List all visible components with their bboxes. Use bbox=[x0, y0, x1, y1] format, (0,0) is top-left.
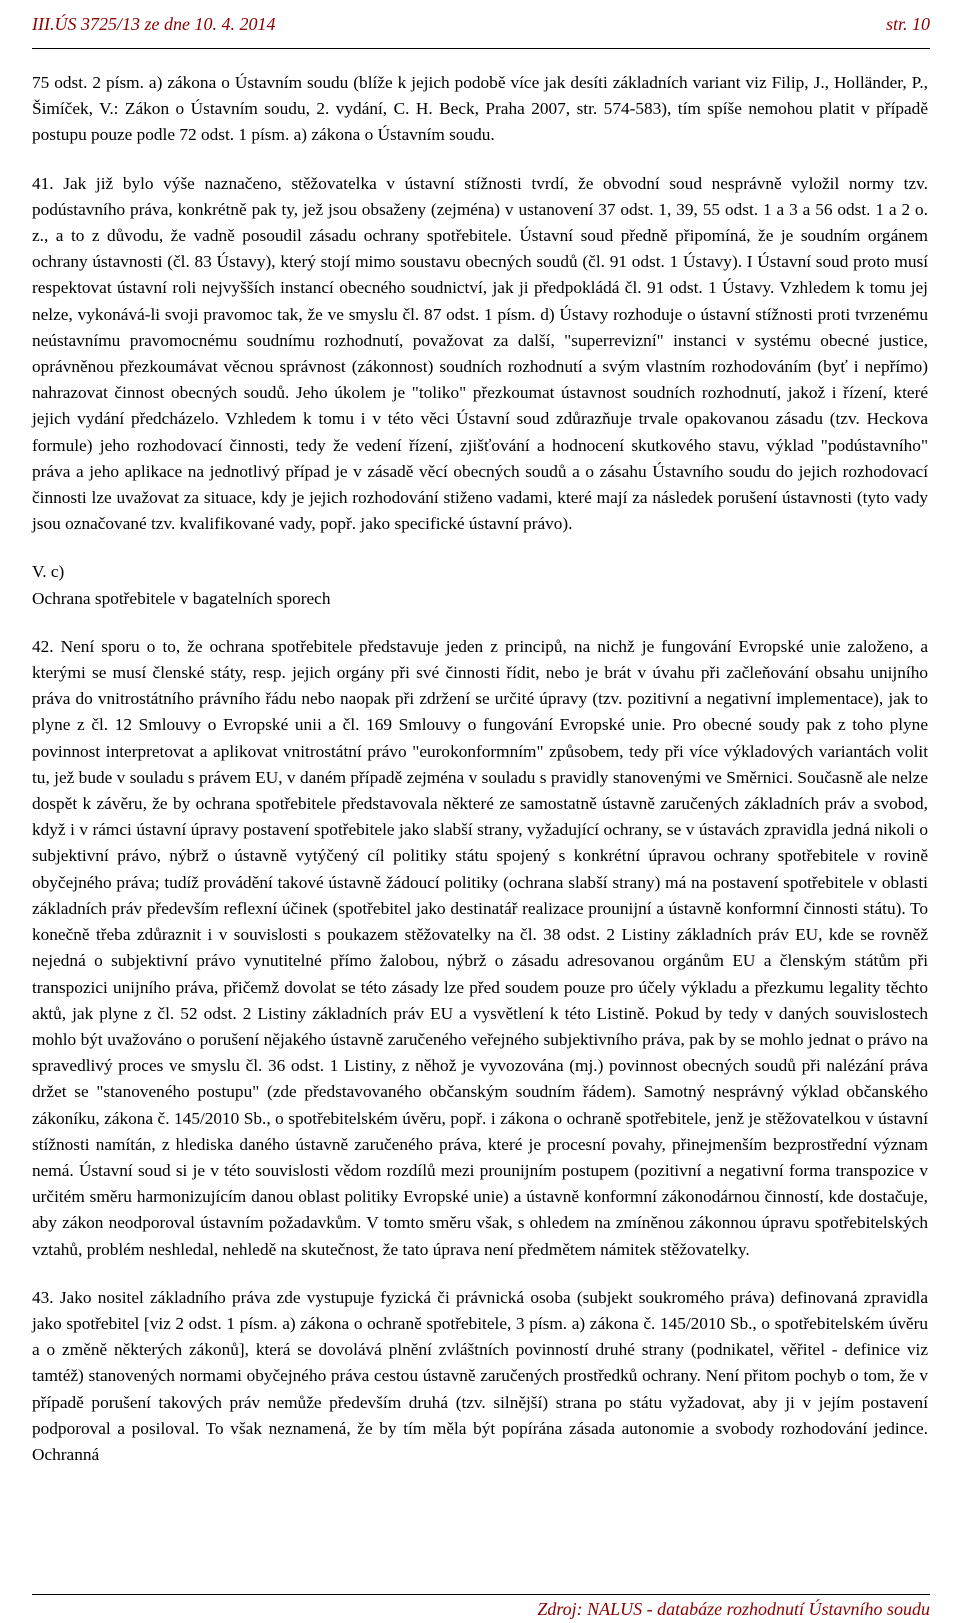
section-title: Ochrana spotřebitele v bagatelních sporech bbox=[32, 588, 331, 608]
case-reference: III.ÚS 3725/13 ze dne 10. 4. 2014 bbox=[32, 14, 276, 34]
document-body bbox=[32, 70, 928, 1468]
source-note: Zdroj: NALUS - databáze rozhodnutí Ústavního soudu bbox=[537, 1599, 930, 1619]
section-number: V. c) bbox=[32, 562, 65, 582]
paragraph-continuation: 75 odst. 2 písm. a) zákona o Ústavním soudu (blíže k jejich podobě více jak desíti základních variant viz Filip, J., Holländer, P., Šimíček, V.: Zákon o Ústavním soudu, 2. vydání, C. H. Beck, Praha 2007, str. 574-583), tím spíše nemohou platit v případě postupu pouze podle 72 odst. 1 písm. a) zákona o Ústavním soudu. bbox=[32, 73, 928, 145]
paragraph-43: 43. Jako nositel základního práva zde vystupuje fyzická či právnická osoba (subjekt soukromého práva) definovaná zpravidla jako spotřebitel [viz 2 odst. 1 písm. a) zákona o ochraně spotřebitele, 3 písm. a) zákona č. 145/2010 Sb., o spotřebitelském úvěru a o změně některých zákonů], která se dovolává plnění zvláštních povinností druhé strany (podnikatel, věřitel - definice viz tamtéž) stanovených normami obyčejného práva cestou ústavně zaručených prostředků ochrany. Není přitom pochyb o tom, že v případě porušení takových práv nemůže především druhá (tzv. silnější) strana po státu vyžadovat, aby ji v jejím postavení podporoval a posiloval. To však neznamená, že by tím měla být popírána zásada autonomie a svobody rozhodování jedince. Ochranná bbox=[32, 1287, 928, 1464]
paragraph-42: 42. Není sporu o to, že ochrana spotřebitele představuje jeden z principů, na nichž je fungování Evropské unie založeno, a kterými se musí členské státy, resp. jejich orgány při své činnosti řídit, nebo je brát v úvahu při začleňování obsahu unijního práva do vnitrostátního právního řádu nebo naopak při zdržení se určité úpravy (tzv. pozitivní a negativní implementace), jak to plyne z čl. 12 Smlouvy o Evropské unii a čl. 169 Smlouvy o fungování Evropské unie. Pro obecné soudy pak z toho plyne povinnost interpretovat a aplikovat vnitrostátní právo "eurokonformním" způsobem, tedy při více výkladových variantách volit tu, jež bude v souladu s právem EU, v daném případě zejména v souladu s pravidly stanovenými ve Směrnici. Současně ale nelze dospět k závěru, že by ochrana spotřebitele představovala některé ze samostatně ústavně zaručených základních práv a svobod, když i v rámci ústavní úpravy postavení spotřebitele jako slabší strany, vyžadující ochrany, se v ústavách zpravidla jedná nikoli o subjektivní právo, nýbrž o ústavně vytýčený cíl politiky státu spojený s konkrétní úpravou ochrany spotřebitele v rovině obyčejného práva; tudíž provádění takové ústavně žádoucí politiky (ochrana slabší strany) má na postavení spotřebitele v oblasti základních práv především reflexní účinek (spotřebitel jako destinatář realizace prounijní a ústavně konformní činnosti státu). To konečně třeba zdůraznit i v souvislosti s poukazem stěžovatelky na čl. 38 odst. 2 Listiny základních práv EU, kde se rovněž nejedná o subjektivní právo vynutitelné přímo žalobou, nýbrž o zásadu adresovanou orgánům EU a členským státům při transpozici unijního práva, přičemž dovolat se této zásady lze před soudem pouze pro účely výkladu a přezkumu legality těchto aktů, jak plyne z čl. 52 odst. 2 Listiny základních práv EU a vysvětlení k této Listině. Pokud by tedy v daných souvislostech mohlo být uvažováno o porušení nějakého ústavně zaručeného veřejného subjektivního práva, pak by se mohlo jednat o právo na spravedlivý proces ve smyslu čl. 36 odst. 1 Listiny, z něhož je vyvozována (mj.) povinnost obecných soudů při nalézání práva držet se "stanoveného postupu" (zde představovaného občanským soudním řádem). Samotný nesprávný výklad občanského zákoníku, zákona č. 145/2010 Sb., o spotřebitelském úvěru, popř. i zákona o ochraně spotřebitele, jenž je stěžovatelkou v ústavní stížnosti namítán, z hlediska daného ústavně zaručeného práva, které je procesní povahy, přinejmenším bezprostřední význam nemá. Ústavní soud si je v této souvislosti vědom rozdílů mezi prounijním postupem (pozitivní a negativní forma transpozice v určitém směru harmonizujícím danou oblast politiky Evropské unie) a ústavně konformní zákonodárnou činností, kde dostačuje, aby zákon neodporoval ústavním požadavkům. V tomto směru však, s ohledem na zmíněnou zákonnou úpravu spotřebitelských vztahů, problém neshledal, nehledě na skutečnost, že tato úprava není předmětem námitek stěžovatelky. bbox=[32, 636, 928, 1259]
paragraph-41: 41. Jak již bylo výše naznačeno, stěžovatelka v ústavní stížnosti tvrdí, že obvodní soud nesprávně vyložil normy tzv. podústavního práva, konkrétně pak ty, jež jsou obsaženy (zejména) v ustanovení 37 odst. 1, 39, 55 odst. 1 a 3 a 56 odst. 1 a 2 o. z., a to z důvodu, že vadně posoudil zásadu ochrany spotřebitele. Ústavní soud předně připomíná, že je soudním orgánem ochrany ústavnosti (čl. 83 Ústavy), který stojí mimo soustavu obecných soudů (čl. 91 odst. 1 Ústavy). I Ústavní soud proto musí respektovat ústavní roli nejvyšších instancí obecného soudnictví, jak ji předpokládá čl. 91 odst. 1 Ústavy. Vzhledem k tomu jej nelze, vykonává-li svoji pravomoc tak, že ve smyslu čl. 87 odst. 1 písm. d) Ústavy rozhoduje o ústavní stížnosti proti tvrzenému neústavnímu pravomocnému soudnímu rozhodnutí, považovat za další, "superrevizní" instanci v systému obecné justice, oprávněnou přezkoumávat věcnou správnost (zákonnost) soudních rozhodnutí a svým vlastním rozhodováním (byť i nepřímo) nahrazovat činnost obecných soudů. Jeho úkolem je "toliko" přezkoumat ústavnost soudních rozhodnutí, jakož i řízení, které jejich vydání předcházelo. Vzhledem k tomu i v této věci Ústavní soud zdůrazňuje trvale opakovanou zásadu (tzv. Heckova formule) jeho rozhodovací činnosti, tedy že vedení řízení, zjišťování a hodnocení skutkového stavu, výklad "podústavního" práva a jeho aplikace na jednotlivý případ je v zásadě věcí obecných soudů a o zásahu Ústavního soudu do jejich rozhodovací činnosti lze uvažovat za situace, kdy je jejich rozhodování stiženo vadami, které mají za následek porušení ústavnosti (tyto vady jsou označované tzv. kvalifikované vady, popř. jako specifické ústavní právo). bbox=[32, 173, 928, 534]
page-header bbox=[32, 0, 930, 49]
page-footer bbox=[32, 1594, 930, 1623]
page-number: str. 10 bbox=[885, 14, 930, 34]
